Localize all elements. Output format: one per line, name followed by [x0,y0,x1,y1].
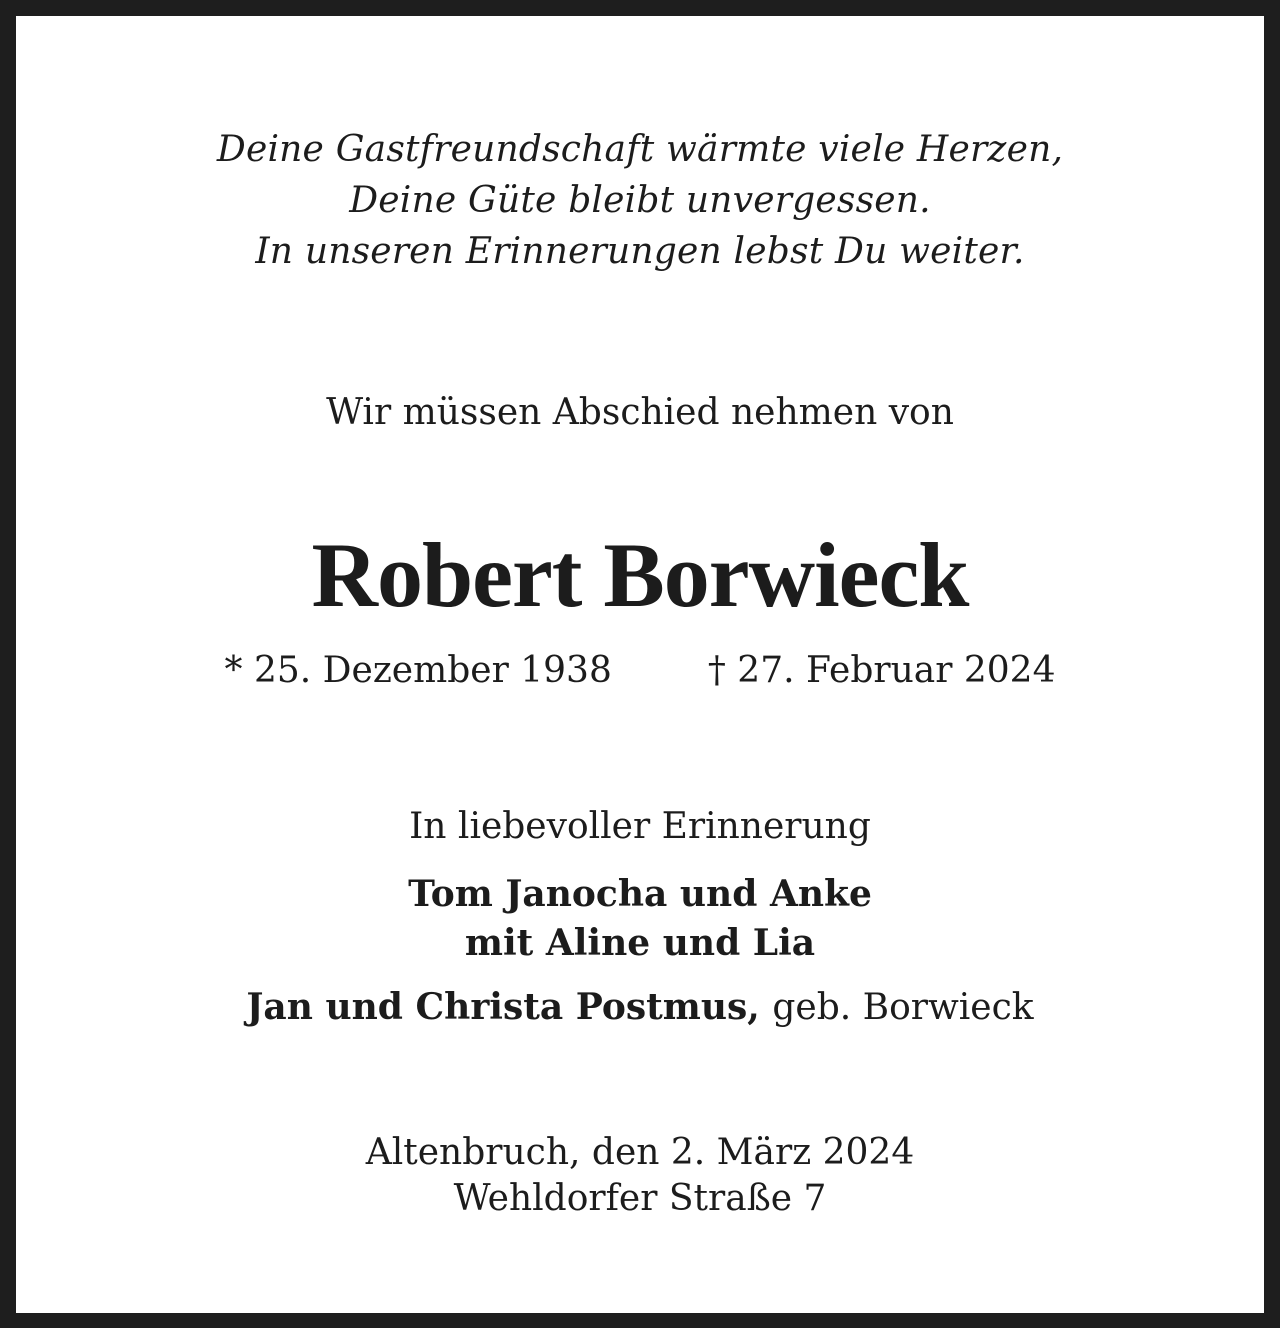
remembrance-line: In liebevoller Erinnerung [409,806,871,847]
death-date: † 27. Februar 2024 [707,650,1056,691]
birth-date: * 25. Dezember 1938 [224,650,612,691]
mourner-names: Jan und Christa Postmus, [246,986,760,1028]
poem-line-2: Deine Güte bleibt unvergessen. [349,180,931,221]
address: Wehldorfer Straße 7 [453,1178,827,1219]
maiden-name: geb. Borwieck [772,987,1034,1028]
life-dates [16,650,1264,691]
mourner-line-2: mit Aline und Lia [464,922,816,964]
place-and-date: Altenbruch, den 2. März 2024 [365,1132,915,1173]
farewell-intro: Wir müssen Abschied nehmen von [326,392,954,433]
poem-line-1: Deine Gastfreundschaft wärmte viele Herzen, [216,129,1064,170]
poem-line-3: In unseren Erinnerungen lebst Du weiter. [255,231,1025,272]
mourner-line-3 [16,986,1264,1028]
deceased-name: Robert Borwieck [311,524,969,626]
mourner-line-1: Tom Janocha und Anke [408,873,872,915]
